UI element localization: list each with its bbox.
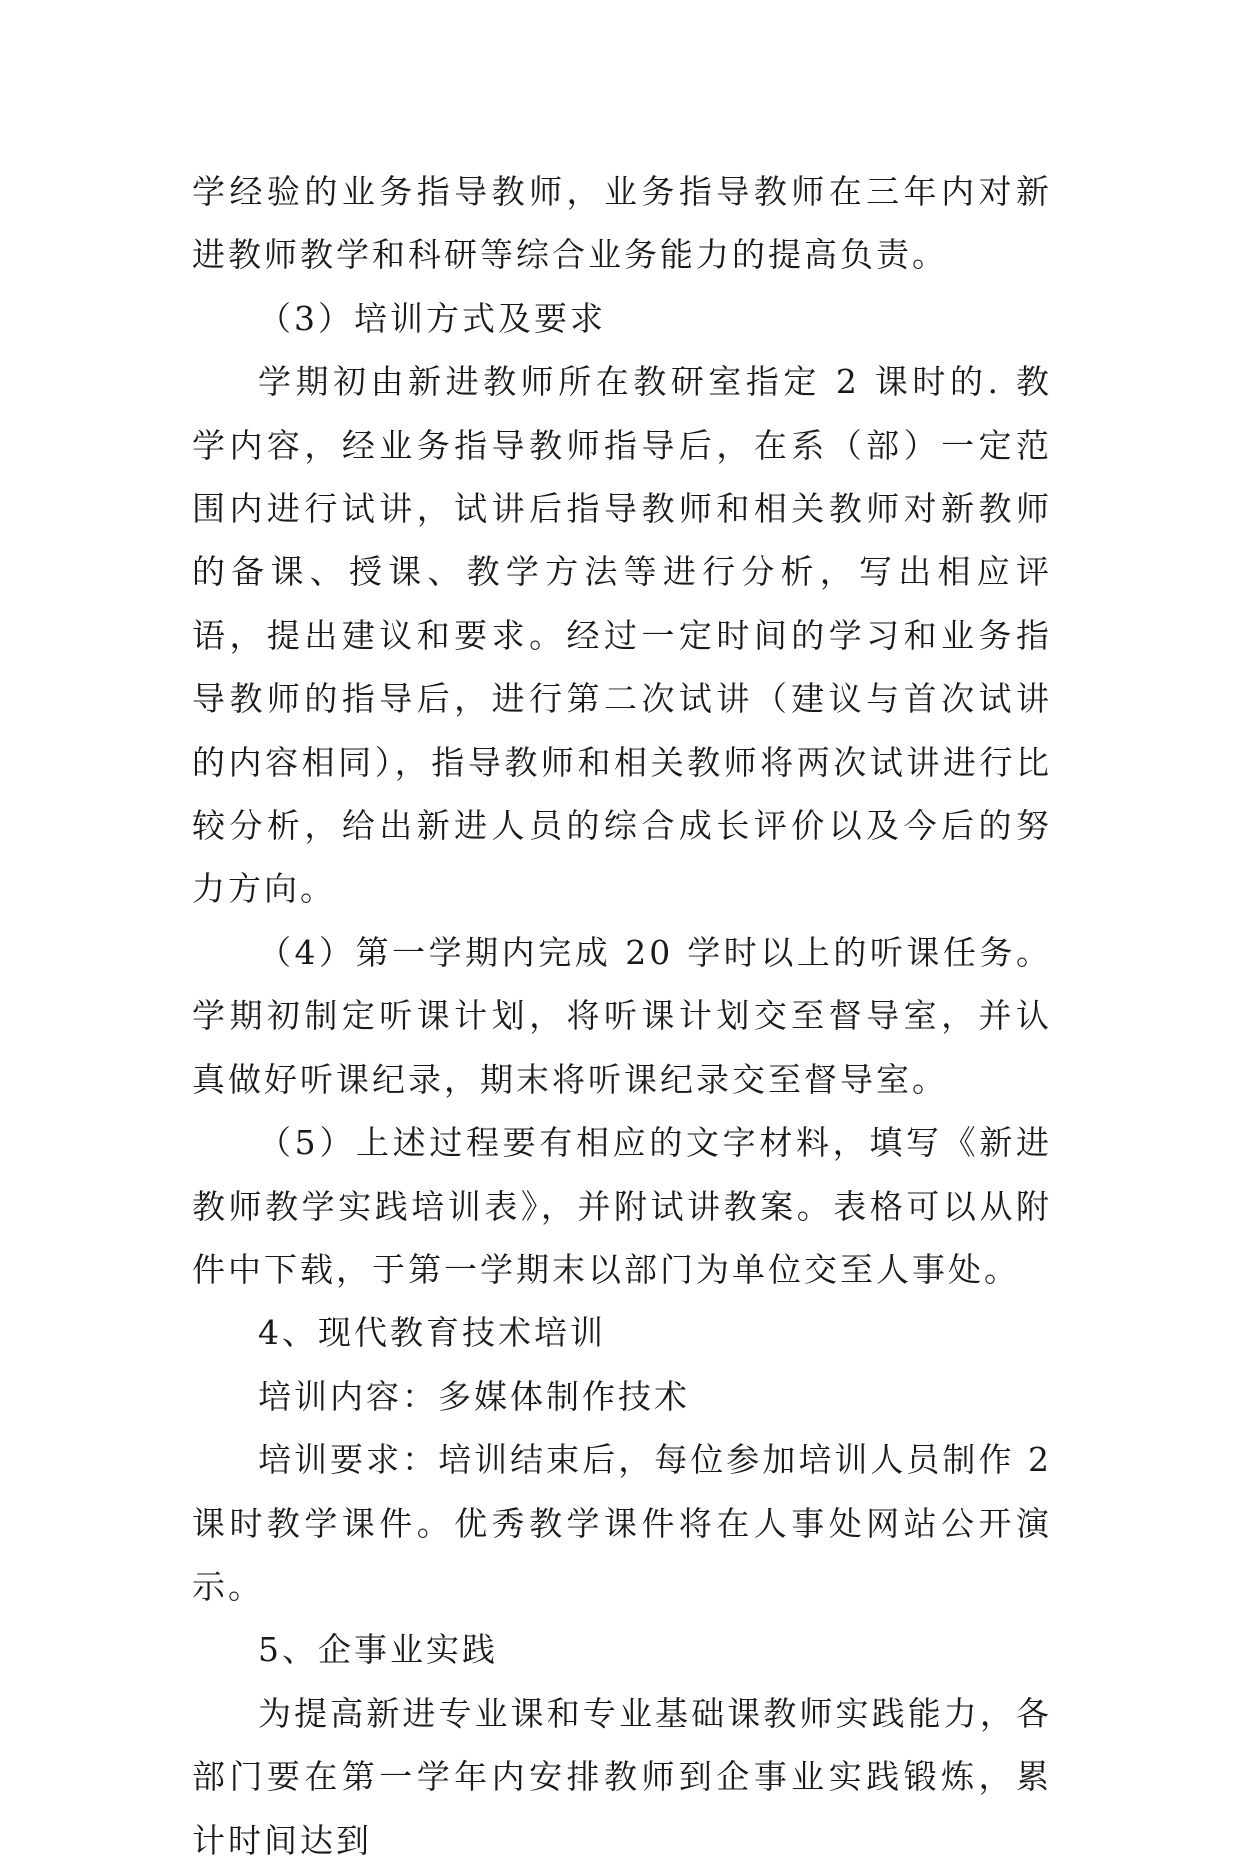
section-heading-education-technology: 4、现代教育技术培训 (258, 1313, 606, 1353)
section-heading-enterprise-practice: 5、企事业实践 (258, 1630, 498, 1670)
document-body (192, 160, 1052, 1872)
paragraph-enterprise-practice: 为提高新进专业课和专业基础课教师实践能力，各部门要在第一学年内安排教师到企事业实践锻炼，累计时间达到 (192, 1693, 1052, 1860)
paragraph-observation-task: （4）第一学期内完成 20 学时以上的听课任务。学期初制定听课计划，将听课计划交至督导室，并认真做好听课纪录，期末将听课纪录交至督导室。 (192, 932, 1052, 1099)
paragraph-training-requirements: 培训要求：培训结束后，每位参加培训人员制作 2 课时教学课件。优秀教学课件将在人事处网站公开演示。 (192, 1440, 1052, 1606)
paragraph-training-content: 培训内容：多媒体制作技术 (258, 1376, 690, 1416)
section-heading-training-method: （3）培训方式及要求 (258, 298, 606, 338)
paragraph-continuation: 学经验的业务指导教师，业务指导教师在三年内对新进教师教学和科研等综合业务能力的提高负责。 (192, 172, 1052, 275)
paragraph-written-materials: （5）上述过程要有相应的文字材料，填写《新进教师教学实践培训表》，并附试讲教案。表格可以从附件中下载，于第一学期末以部门为单位交至人事处。 (192, 1123, 1052, 1289)
paragraph-trial-lecture: 学期初由新进教师所在教研室指定 2 课时的. 教学内容，经业务指导教师指导后，在系（部）一定范围内进行试讲，试讲后指导教师和相关教师对新教师的备课、授课、教学方法等进行分析，写出相应评语，提出建议和要求。经过一定时间的学习和业务指导教师的指导后，进行第二次试讲（建议与首次试讲的内容相同），指导教师和相关教师将两次试讲进行比较分析，给出新进人员的综合成长评价以及今后的努力方向。 (192, 362, 1052, 909)
